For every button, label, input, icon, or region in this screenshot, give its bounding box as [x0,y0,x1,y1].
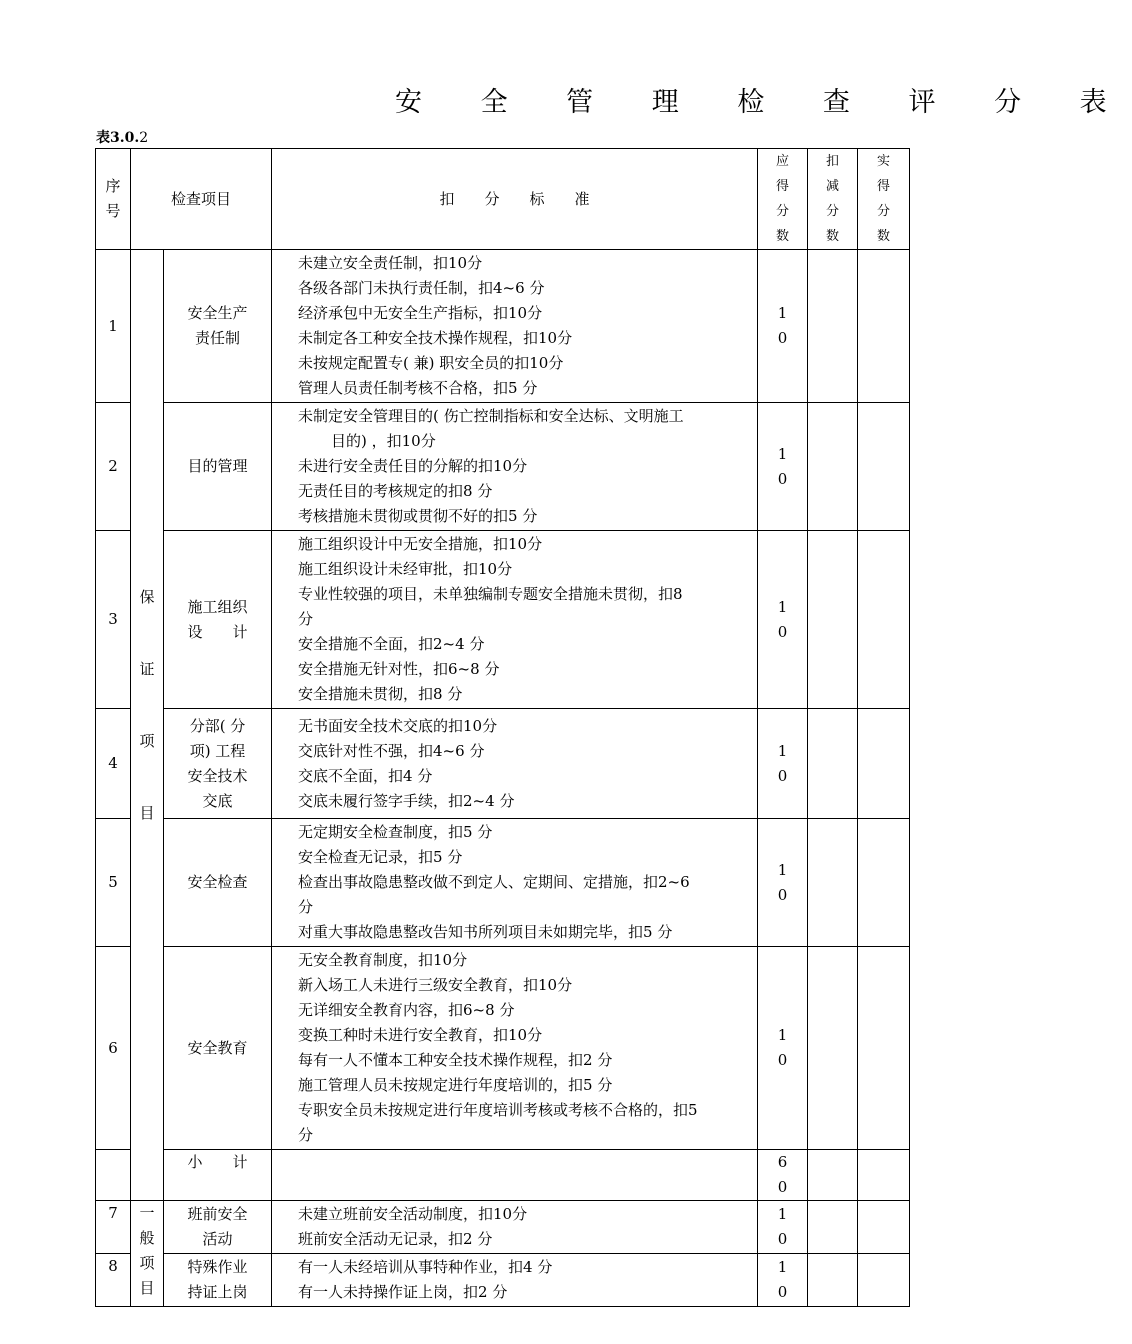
row-standards [272,1254,758,1307]
row-actual[interactable] [858,531,910,709]
row-item [164,709,272,819]
header-row [96,149,910,250]
standard-line: 未进行安全责任目的分解的扣10分 [298,457,528,475]
score-digit: 0 [777,622,788,641]
row-standards [272,403,758,531]
row-item-line: 活动 [202,1230,233,1248]
table-row [96,531,910,709]
standard-line: 经济承包中无安全生产指标，扣10分 [298,304,543,322]
row-item-line: 班前安全 [187,1205,248,1223]
row-item-line: 安全检查 [187,873,248,891]
standard-line: 检查出事故隐患整改做不到定人、定期间、定措施，扣2~6 [298,873,690,891]
standard-line: 无定期安全检查制度，扣5 分 [298,823,493,841]
row-actual[interactable] [858,250,910,403]
row-seq: 2 [96,403,131,531]
score-digit: 0 [777,469,788,488]
row-score [758,531,808,709]
header-deduct-1: 扣 [826,154,840,169]
header-should-3: 分 [776,204,790,219]
header-should-2: 得 [776,179,790,194]
score-digit: 1 [777,1205,788,1223]
standard-line: 专业性较强的项目，未单独编制专题安全措施未贯彻，扣8 [298,585,683,603]
category-guarantee [131,250,164,1201]
header-deduct-4: 数 [826,229,840,244]
table-number-bold: 表3.0. [96,130,140,146]
table-row [96,819,910,947]
row-deduct[interactable] [808,403,858,531]
table-number [96,127,148,147]
row-actual[interactable] [858,819,910,947]
standard-line: 未制定各工种安全技术操作规程，扣10分 [298,329,573,347]
row-actual[interactable] [858,947,910,1150]
row-seq: 3 [96,531,131,709]
table-row [96,250,910,403]
header-seq-1: 序 [105,177,121,195]
row-item-line: 目的管理 [187,457,248,475]
category-char: 一 [139,1204,155,1222]
subtotal-actual[interactable] [858,1150,910,1201]
standard-line: 施工组织设计中无安全措施，扣10分 [298,535,543,553]
row-item-line: 特殊作业 [187,1258,248,1276]
standard-line: 施工管理人员未按规定进行年度培训的，扣5 分 [298,1076,613,1094]
row-standards [272,947,758,1150]
standard-line: 无详细安全教育内容，扣6~8 分 [298,1001,515,1019]
row-item-line: 安全生产 [187,304,248,322]
standard-line: 无安全教育制度，扣10分 [298,951,468,969]
score-digit: 1 [777,860,788,879]
standard-line: 安全措施未贯彻，扣8 分 [298,685,463,703]
row-actual[interactable] [858,403,910,531]
row-item-line: 交底 [202,791,233,810]
row-seq: 1 [96,250,131,403]
standard-line: 变换工种时未进行安全教育，扣10分 [298,1026,543,1044]
score-digit: 1 [777,1026,788,1044]
category-char: 般 [139,1229,155,1247]
row-seq: 6 [96,947,131,1150]
header-actual-2: 得 [877,179,891,194]
standard-line: 管理人员责任制考核不合格，扣5 分 [298,379,538,397]
score-digit: 0 [777,329,788,347]
standard-line: 新入场工人未进行三级安全教育，扣10分 [298,976,573,994]
header-standard: 扣 分 标 准 [272,149,758,250]
inspection-table [95,148,910,1307]
subtotal-seq [96,1150,131,1201]
standard-line: 对重大事故隐患整改告知书所列项目未如期完毕，扣5 分 [298,923,673,941]
category-char: 保 [139,588,155,606]
category-char: 目 [139,804,155,822]
subtotal-label: 小 计 [164,1150,272,1201]
standard-line: 施工组织设计未经审批，扣10分 [298,560,513,578]
standard-line: 无责任目的考核规定的扣8 分 [298,482,493,500]
table-row [96,947,910,1150]
category-general [131,1201,164,1307]
standard-line: 交底针对性不强，扣4~6 分 [298,741,485,760]
row-score [758,947,808,1150]
table-row [96,403,910,531]
standard-line: 未建立班前安全活动制度，扣10分 [298,1205,528,1223]
row-standards [272,1201,758,1254]
header-actual-3: 分 [877,204,891,219]
header-deduct-2: 减 [826,179,840,194]
table-number-rest: 2 [139,130,149,146]
row-item-line: 安全教育 [187,1038,248,1057]
row-item-line: 施工组织 [187,597,248,616]
row-score [758,1254,808,1307]
score-digit: 1 [777,741,788,760]
standard-line: 有一人未持操作证上岗，扣2 分 [298,1283,508,1301]
header-deduct-3: 分 [826,204,840,219]
category-char: 证 [139,660,155,678]
standard-line: 交底不全面，扣4 分 [298,766,433,785]
row-item [164,1201,272,1254]
row-actual[interactable] [858,709,910,819]
standard-line: 各级各部门未执行责任制，扣4~6 分 [298,279,545,297]
score-digit: 6 [777,1153,788,1171]
standard-line: 未制定安全管理目的( 伤亡控制指标和安全达标、文明施工 [298,407,684,425]
row-deduct[interactable] [808,709,858,819]
standard-line: 考核措施未贯彻或贯彻不好的扣5 分 [298,507,538,525]
row-score [758,1201,808,1254]
standard-line: 未建立安全责任制，扣10分 [298,254,483,272]
header-should-1: 应 [776,154,790,169]
score-digit: 0 [777,885,788,904]
row-item [164,947,272,1150]
row-standards [272,531,758,709]
table-row [96,1201,910,1254]
row-score [758,403,808,531]
score-digit: 1 [777,1258,788,1276]
category-char: 目 [139,1279,155,1297]
header-actual-score [858,149,910,250]
score-digit: 1 [777,444,788,463]
row-deduct[interactable] [808,819,858,947]
header-should-4: 数 [776,229,790,244]
row-seq: 7 [96,1201,131,1254]
standard-line: 分 [298,898,314,916]
row-item-line: 分部( 分 [189,716,246,735]
header-actual-4: 数 [877,229,891,244]
score-digit: 0 [777,1283,788,1301]
standard-line: 安全措施无针对性，扣6~8 分 [298,660,500,678]
standard-line: 安全检查无记录，扣5 分 [298,848,463,866]
standard-line: 无书面安全技术交底的扣10分 [298,716,498,735]
standard-line: 有一人未经培训从事特种作业，扣4 分 [298,1258,553,1276]
standard-line: 分 [298,1126,314,1144]
category-char: 项 [139,1254,155,1272]
row-item-line: 责任制 [195,329,241,347]
row-standards [272,250,758,403]
row-item [164,403,272,531]
row-score [758,709,808,819]
subtotal-standard [272,1150,758,1201]
subtotal-row [96,1150,910,1201]
row-actual[interactable] [858,1201,910,1254]
subtotal-score [758,1150,808,1201]
row-deduct[interactable] [808,250,858,403]
score-digit: 1 [777,597,788,616]
row-item [164,531,272,709]
row-item-line: 持证上岗 [187,1283,248,1301]
row-item [164,1254,272,1307]
header-seq [96,149,131,250]
row-deduct[interactable] [808,531,858,709]
row-standards [272,819,758,947]
page-title: 安 全 管 理 检 查 评 分 表 [395,87,1132,118]
row-actual[interactable] [858,1254,910,1307]
row-deduct[interactable] [808,1201,858,1254]
score-digit: 0 [777,1230,788,1248]
subtotal-deduct[interactable] [808,1150,858,1201]
standard-line: 分 [298,610,314,628]
row-seq: 8 [96,1254,131,1307]
row-item-line: 安全技术 [187,766,248,785]
score-digit: 0 [777,1178,788,1196]
standard-line: 未按规定配置专( 兼) 职安全员的扣10分 [298,354,564,372]
score-digit: 1 [777,304,788,322]
header-actual-1: 实 [877,154,891,169]
score-digit: 0 [777,766,788,785]
table-row [96,709,910,819]
row-seq: 5 [96,819,131,947]
category-char: 项 [139,732,155,750]
standard-line: 班前安全活动无记录，扣2 分 [298,1230,493,1248]
standard-line: 交底未履行签字手续，扣2~4 分 [298,791,515,810]
row-item [164,250,272,403]
row-score [758,250,808,403]
row-item-line: 设 计 [187,622,248,641]
standard-line: 安全措施不全面，扣2~4 分 [298,635,485,653]
header-should-score [758,149,808,250]
header-item: 检查项目 [131,149,272,250]
standard-line: 每有一人不懂本工种安全技术操作规程，扣2 分 [298,1051,613,1069]
row-deduct[interactable] [808,1254,858,1307]
row-score [758,819,808,947]
row-item-line: 项) 工程 [189,741,246,760]
row-deduct[interactable] [808,947,858,1150]
row-standards [272,709,758,819]
row-item [164,819,272,947]
standard-line: 专职安全员未按规定进行年度培训考核或考核不合格的，扣5 [298,1101,698,1119]
table-row [96,1254,910,1307]
header-seq-2: 号 [105,202,121,220]
standard-line: 目的) ，扣10分 [331,432,436,450]
header-deduct-score [808,149,858,250]
score-digit: 0 [777,1051,788,1069]
row-seq: 4 [96,709,131,819]
